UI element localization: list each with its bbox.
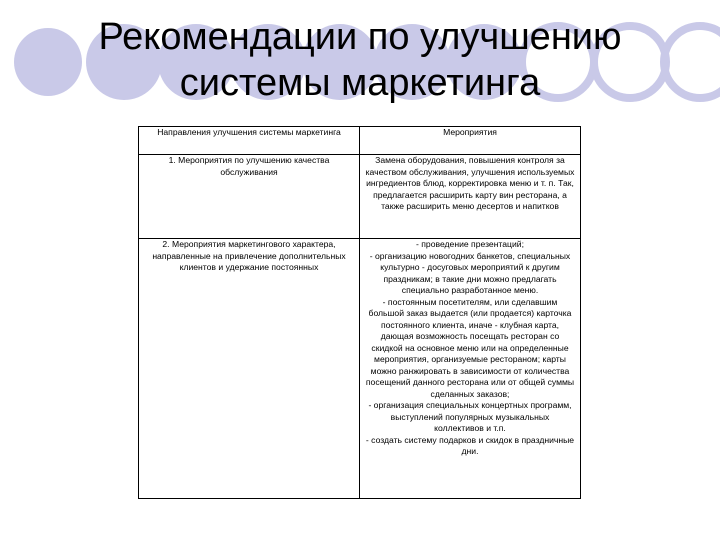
row2-action-2: - организацию новогодних банкетов, специальных культурно - досуговых мероприятий к другим праздникам; в такие дни можно предлагать специально разработанное меню.	[369, 250, 571, 295]
row1-actions	[360, 155, 581, 239]
row2-actions	[360, 239, 581, 499]
row1-direction: 1. Мероприятия по улучшению качества обслуживания	[139, 155, 360, 239]
row2-action-4: - организация специальных концертных программ, выступлений популярных музыкальных коллективов и т.п.	[368, 400, 572, 433]
row2-action-1: - проведение презентаций;	[416, 239, 524, 249]
slide-title	[60, 14, 660, 106]
header-directions: Направления улучшения системы маркетинга	[139, 127, 360, 155]
row1-action-1: Замена оборудования, повышения контроля за качеством обслуживания, улучшения используемых ингредиентов блюд, корректировка меню и т. п. Так, предлагается расширить карту вин ресторана, а также расширить меню десертов и напитков	[365, 155, 575, 211]
table-header-row	[139, 127, 581, 155]
circle-ring-3	[664, 26, 720, 98]
row2-direction: 2. Мероприятия маркетингового характера, направленные на привлечение дополнительных клиентов и удержание постоянных	[139, 239, 360, 499]
title-line-1: Рекомендации по улучшению	[98, 16, 622, 58]
row2-action-5: - создать систему подарков и скидок в праздничные дни.	[365, 434, 575, 456]
title-line-2: системы маркетинга	[179, 62, 541, 104]
header-actions: Мероприятия	[360, 127, 581, 155]
table-row	[139, 155, 581, 239]
recommendations-table	[138, 126, 581, 499]
row2-action-3: - постоянным посетителям, или сделавшим большой заказ выдается (или продается) карточка постоянного клиента, иначе - клубная карта, дающая возможность посещать ресторан со скидкой на основное меню или на определенные мероприятия, организуемые рестораном; карты можно ранжировать в зависимости от количества посещений данного ресторана или от общей суммы сделанных заказов;	[365, 296, 575, 399]
table-row	[139, 239, 581, 499]
